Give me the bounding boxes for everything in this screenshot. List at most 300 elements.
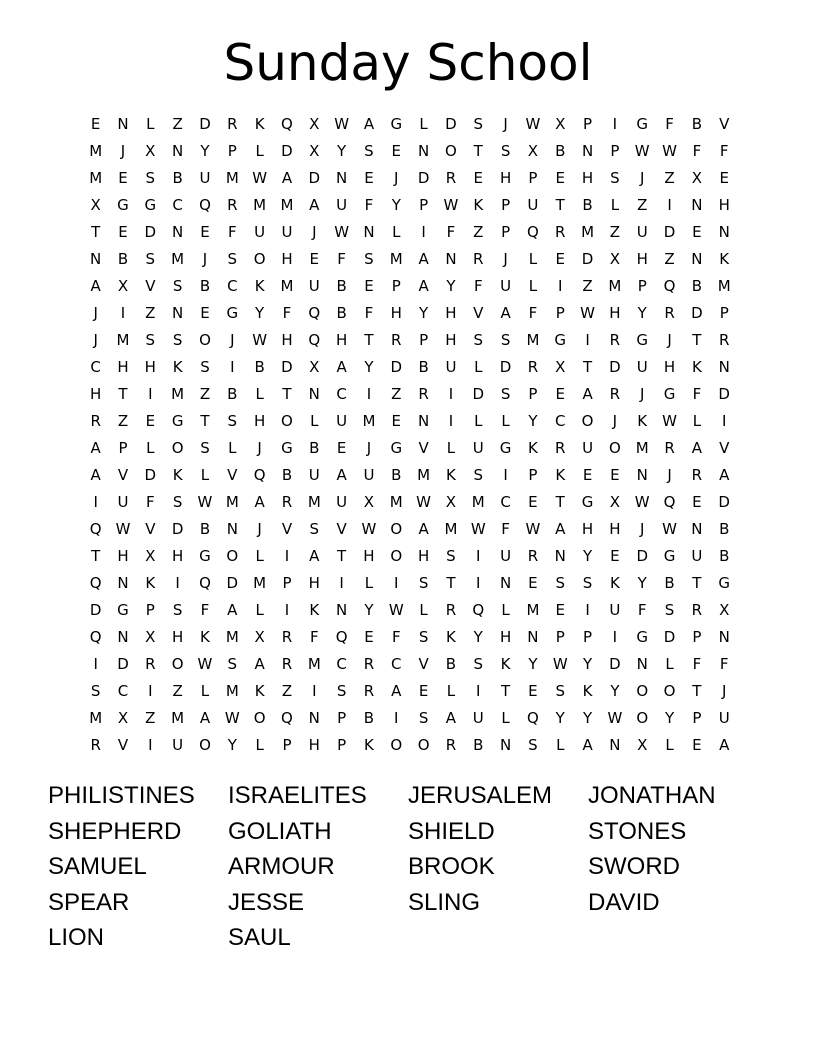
grid-letter[interactable]: G: [199, 547, 211, 565]
grid-letter[interactable]: N: [172, 142, 184, 160]
grid-letter[interactable]: V: [719, 115, 730, 133]
grid-letter[interactable]: H: [281, 250, 293, 268]
grid-letter[interactable]: Q: [308, 331, 321, 349]
grid-letter[interactable]: S: [200, 439, 210, 457]
grid-letter[interactable]: L: [255, 736, 264, 754]
grid-letter[interactable]: T: [118, 385, 128, 403]
grid-letter[interactable]: P: [692, 628, 702, 646]
grid-letter[interactable]: I: [230, 358, 235, 376]
grid-letter[interactable]: P: [528, 466, 538, 484]
grid-letter[interactable]: H: [308, 736, 320, 754]
grid-letter[interactable]: N: [718, 358, 730, 376]
grid-letter[interactable]: U: [472, 709, 484, 727]
grid-letter[interactable]: R: [691, 466, 703, 484]
grid-letter[interactable]: L: [364, 574, 374, 592]
grid-letter[interactable]: F: [665, 115, 674, 133]
grid-letter[interactable]: A: [719, 466, 730, 484]
grid-letter[interactable]: R: [527, 358, 539, 376]
grid-letter[interactable]: T: [91, 223, 101, 241]
grid-letter[interactable]: T: [91, 547, 101, 565]
grid-letter[interactable]: N: [718, 628, 730, 646]
grid-letter[interactable]: L: [146, 115, 155, 133]
grid-letter[interactable]: P: [501, 196, 511, 214]
grid-letter[interactable]: M: [253, 574, 267, 592]
grid-letter[interactable]: N: [691, 520, 703, 538]
grid-letter[interactable]: J: [230, 331, 235, 349]
grid-letter[interactable]: A: [363, 115, 375, 133]
grid-letter[interactable]: S: [500, 142, 511, 160]
grid-letter[interactable]: D: [691, 304, 703, 322]
grid-letter[interactable]: S: [172, 493, 183, 511]
grid-letter[interactable]: K: [500, 655, 511, 673]
grid-letter[interactable]: Q: [281, 709, 293, 727]
grid-letter[interactable]: T: [555, 196, 565, 214]
grid-letter[interactable]: G: [117, 196, 129, 214]
grid-letter[interactable]: K: [446, 628, 456, 646]
grid-letter[interactable]: L: [528, 277, 538, 295]
grid-letter[interactable]: D: [144, 466, 157, 484]
grid-letter[interactable]: M: [389, 250, 403, 268]
grid-letter[interactable]: Y: [255, 304, 265, 322]
grid-letter[interactable]: C: [227, 277, 238, 295]
grid-letter[interactable]: I: [612, 115, 618, 133]
grid-letter[interactable]: Q: [308, 304, 321, 322]
grid-letter[interactable]: S: [227, 250, 238, 268]
grid-letter[interactable]: M: [116, 331, 130, 349]
grid-letter[interactable]: S: [336, 682, 347, 700]
grid-letter[interactable]: S: [172, 601, 183, 619]
grid-letter[interactable]: O: [636, 709, 649, 727]
grid-letter[interactable]: V: [418, 655, 429, 673]
grid-letter[interactable]: M: [471, 493, 485, 511]
grid-letter[interactable]: H: [117, 547, 129, 565]
grid-letter[interactable]: Q: [199, 196, 211, 214]
grid-letter[interactable]: R: [281, 655, 293, 673]
grid-letter[interactable]: J: [640, 520, 645, 538]
grid-letter[interactable]: M: [608, 277, 622, 295]
grid-letter[interactable]: D: [226, 574, 239, 592]
grid-letter[interactable]: Q: [472, 601, 485, 619]
grid-letter[interactable]: T: [282, 385, 292, 403]
grid-letter[interactable]: M: [581, 223, 595, 241]
grid-letter[interactable]: Y: [637, 304, 647, 322]
grid-letter[interactable]: P: [692, 709, 702, 727]
grid-letter[interactable]: M: [89, 142, 103, 160]
grid-letter[interactable]: N: [172, 304, 184, 322]
grid-letter[interactable]: H: [499, 169, 512, 187]
grid-letter[interactable]: Y: [582, 547, 593, 565]
grid-letter[interactable]: N: [499, 574, 512, 592]
grid-letter[interactable]: D: [581, 250, 594, 268]
grid-letter[interactable]: D: [281, 142, 293, 160]
grid-letter[interactable]: I: [476, 574, 481, 592]
grid-letter[interactable]: R: [555, 223, 566, 241]
grid-letter[interactable]: T: [692, 682, 702, 700]
grid-letter[interactable]: E: [418, 682, 429, 700]
grid-letter[interactable]: L: [255, 547, 264, 565]
grid-letter[interactable]: T: [364, 331, 374, 349]
grid-letter[interactable]: X: [145, 142, 156, 160]
grid-letter[interactable]: K: [527, 439, 538, 457]
grid-letter[interactable]: W: [334, 115, 350, 133]
grid-letter[interactable]: Z: [664, 169, 675, 187]
grid-letter[interactable]: R: [281, 628, 293, 646]
grid-letter[interactable]: O: [663, 682, 676, 700]
grid-letter[interactable]: D: [417, 169, 430, 187]
grid-letter[interactable]: J: [612, 412, 618, 430]
grid-letter[interactable]: W: [197, 493, 213, 511]
grid-letter[interactable]: U: [308, 277, 320, 295]
grid-letter[interactable]: K: [637, 412, 648, 430]
grid-letter[interactable]: G: [718, 574, 731, 592]
grid-letter[interactable]: W: [197, 655, 213, 673]
grid-letter[interactable]: Q: [663, 277, 676, 295]
grid-letter[interactable]: N: [609, 736, 621, 754]
grid-letter[interactable]: X: [445, 493, 457, 511]
grid-letter[interactable]: E: [473, 169, 483, 187]
grid-letter[interactable]: E: [528, 574, 538, 592]
grid-letter[interactable]: M: [389, 493, 403, 511]
grid-letter[interactable]: K: [364, 736, 374, 754]
grid-letter[interactable]: C: [90, 358, 101, 376]
grid-letter[interactable]: L: [556, 736, 565, 754]
grid-letter[interactable]: T: [555, 493, 565, 511]
grid-letter[interactable]: U: [472, 439, 484, 457]
grid-letter[interactable]: Y: [200, 142, 210, 160]
grid-letter[interactable]: J: [312, 223, 317, 241]
grid-letter[interactable]: I: [476, 682, 481, 700]
grid-letter[interactable]: U: [308, 466, 320, 484]
grid-letter[interactable]: D: [117, 655, 129, 673]
grid-letter[interactable]: K: [254, 115, 265, 133]
grid-letter[interactable]: X: [363, 493, 375, 511]
grid-letter[interactable]: Q: [663, 493, 676, 511]
grid-letter[interactable]: O: [171, 439, 184, 457]
grid-letter[interactable]: T: [200, 412, 210, 430]
grid-letter[interactable]: J: [202, 250, 208, 268]
grid-letter[interactable]: U: [172, 736, 184, 754]
grid-letter[interactable]: L: [255, 385, 264, 403]
grid-letter[interactable]: H: [172, 628, 184, 646]
grid-letter[interactable]: N: [691, 196, 703, 214]
grid-letter[interactable]: X: [309, 142, 320, 160]
grid-letter[interactable]: X: [637, 736, 648, 754]
grid-letter[interactable]: U: [445, 358, 457, 376]
grid-letter[interactable]: Y: [582, 709, 593, 727]
grid-letter[interactable]: L: [228, 439, 237, 457]
grid-letter[interactable]: W: [662, 520, 677, 538]
grid-letter[interactable]: B: [391, 466, 402, 484]
grid-letter[interactable]: R: [281, 493, 293, 511]
grid-letter[interactable]: Y: [364, 601, 374, 619]
grid-letter[interactable]: W: [361, 520, 377, 538]
grid-letter[interactable]: M: [89, 709, 103, 727]
grid-letter[interactable]: A: [418, 250, 429, 268]
grid-letter[interactable]: V: [473, 304, 484, 322]
grid-letter[interactable]: P: [528, 169, 538, 187]
grid-letter[interactable]: J: [257, 520, 262, 538]
grid-letter[interactable]: O: [636, 682, 649, 700]
grid-letter[interactable]: L: [474, 358, 483, 376]
grid-letter[interactable]: L: [419, 601, 428, 619]
grid-letter[interactable]: Z: [391, 385, 402, 403]
grid-letter[interactable]: I: [148, 385, 153, 403]
grid-letter[interactable]: X: [555, 358, 566, 376]
grid-letter[interactable]: L: [474, 412, 483, 430]
grid-letter[interactable]: V: [418, 439, 429, 457]
grid-letter[interactable]: I: [448, 385, 454, 403]
grid-letter[interactable]: R: [473, 250, 484, 268]
grid-letter[interactable]: Y: [528, 655, 538, 673]
grid-letter[interactable]: B: [691, 115, 703, 133]
grid-letter[interactable]: T: [473, 142, 483, 160]
grid-letter[interactable]: U: [636, 358, 648, 376]
grid-letter[interactable]: A: [500, 304, 511, 322]
grid-letter[interactable]: W: [470, 520, 486, 538]
grid-letter[interactable]: F: [692, 142, 702, 160]
grid-letter[interactable]: D: [718, 493, 730, 511]
grid-letter[interactable]: I: [284, 601, 290, 619]
grid-letter[interactable]: A: [391, 682, 402, 700]
grid-letter[interactable]: V: [281, 520, 293, 538]
grid-letter[interactable]: B: [719, 520, 730, 538]
grid-letter[interactable]: L: [501, 412, 510, 430]
grid-letter[interactable]: S: [446, 547, 456, 565]
grid-letter[interactable]: B: [172, 169, 183, 187]
grid-letter[interactable]: H: [172, 547, 184, 565]
grid-letter[interactable]: N: [308, 709, 320, 727]
grid-letter[interactable]: B: [445, 655, 457, 673]
grid-letter[interactable]: K: [719, 250, 730, 268]
grid-letter[interactable]: I: [312, 682, 317, 700]
grid-letter[interactable]: O: [253, 250, 266, 268]
grid-letter[interactable]: O: [390, 736, 403, 754]
grid-letter[interactable]: S: [418, 709, 429, 727]
grid-letter[interactable]: H: [445, 304, 457, 322]
grid-letter[interactable]: Y: [582, 655, 593, 673]
grid-letter[interactable]: N: [581, 142, 594, 160]
grid-letter[interactable]: A: [254, 655, 265, 673]
grid-letter[interactable]: X: [254, 628, 265, 646]
grid-letter[interactable]: D: [171, 520, 184, 538]
grid-letter[interactable]: W: [662, 412, 677, 430]
grid-letter[interactable]: Z: [172, 682, 183, 700]
grid-letter[interactable]: U: [254, 223, 266, 241]
grid-letter[interactable]: F: [227, 223, 237, 241]
grid-letter[interactable]: Y: [473, 628, 483, 646]
grid-letter[interactable]: W: [334, 223, 350, 241]
grid-letter[interactable]: R: [363, 655, 375, 673]
grid-letter[interactable]: H: [663, 358, 676, 376]
grid-letter[interactable]: N: [117, 115, 129, 133]
grid-letter[interactable]: S: [364, 142, 374, 160]
grid-letter[interactable]: H: [636, 250, 648, 268]
grid-letter[interactable]: K: [309, 601, 320, 619]
grid-letter[interactable]: I: [612, 628, 618, 646]
grid-letter[interactable]: R: [664, 439, 675, 457]
grid-letter[interactable]: U: [500, 547, 512, 565]
grid-letter[interactable]: N: [417, 142, 430, 160]
grid-letter[interactable]: V: [145, 277, 156, 295]
grid-letter[interactable]: L: [419, 115, 428, 133]
grid-letter[interactable]: R: [555, 439, 566, 457]
grid-letter[interactable]: E: [145, 412, 156, 430]
grid-letter[interactable]: M: [225, 682, 239, 700]
grid-letter[interactable]: F: [719, 142, 729, 160]
grid-letter[interactable]: D: [663, 628, 676, 646]
grid-letter[interactable]: A: [227, 601, 238, 619]
grid-letter[interactable]: J: [503, 115, 508, 133]
grid-letter[interactable]: I: [366, 385, 372, 403]
grid-letter[interactable]: F: [637, 601, 647, 619]
grid-letter[interactable]: I: [721, 412, 727, 430]
grid-letter[interactable]: S: [200, 358, 210, 376]
grid-letter[interactable]: M: [417, 466, 431, 484]
grid-letter[interactable]: X: [609, 493, 621, 511]
grid-letter[interactable]: R: [445, 169, 457, 187]
grid-letter[interactable]: Z: [199, 385, 211, 403]
grid-letter[interactable]: X: [117, 277, 129, 295]
grid-letter[interactable]: S: [473, 115, 484, 133]
grid-letter[interactable]: A: [719, 736, 730, 754]
grid-letter[interactable]: B: [418, 358, 429, 376]
grid-letter[interactable]: B: [582, 196, 593, 214]
grid-letter[interactable]: N: [417, 412, 430, 430]
grid-letter[interactable]: L: [446, 439, 456, 457]
grid-letter[interactable]: U: [336, 196, 348, 214]
grid-letter[interactable]: A: [445, 709, 457, 727]
grid-letter[interactable]: A: [582, 736, 593, 754]
grid-letter[interactable]: V: [117, 736, 129, 754]
grid-letter[interactable]: P: [637, 277, 647, 295]
grid-letter[interactable]: T: [692, 574, 702, 592]
grid-letter[interactable]: G: [390, 439, 403, 457]
grid-letter[interactable]: E: [528, 493, 538, 511]
grid-letter[interactable]: Y: [364, 358, 374, 376]
grid-letter[interactable]: P: [145, 601, 155, 619]
grid-letter[interactable]: P: [555, 304, 565, 322]
grid-letter[interactable]: G: [499, 439, 512, 457]
grid-letter[interactable]: F: [692, 655, 702, 673]
grid-letter[interactable]: D: [609, 358, 621, 376]
grid-letter[interactable]: K: [145, 574, 156, 592]
grid-letter[interactable]: W: [115, 520, 131, 538]
grid-letter[interactable]: K: [254, 682, 265, 700]
grid-letter[interactable]: Y: [446, 277, 456, 295]
grid-letter[interactable]: M: [89, 169, 103, 187]
grid-letter[interactable]: S: [227, 655, 238, 673]
grid-letter[interactable]: E: [391, 412, 402, 430]
grid-letter[interactable]: E: [692, 736, 702, 754]
grid-letter[interactable]: T: [446, 574, 456, 592]
grid-letter[interactable]: S: [172, 277, 183, 295]
grid-letter[interactable]: I: [93, 655, 98, 673]
grid-letter[interactable]: K: [609, 574, 620, 592]
grid-letter[interactable]: Z: [609, 223, 621, 241]
grid-letter[interactable]: M: [635, 439, 649, 457]
grid-letter[interactable]: X: [719, 601, 730, 619]
grid-letter[interactable]: Q: [527, 223, 539, 241]
grid-letter[interactable]: G: [636, 628, 649, 646]
grid-letter[interactable]: M: [171, 250, 185, 268]
grid-letter[interactable]: N: [363, 223, 375, 241]
grid-letter[interactable]: G: [663, 385, 676, 403]
grid-letter[interactable]: S: [500, 385, 511, 403]
grid-letter[interactable]: J: [721, 682, 727, 700]
grid-letter[interactable]: U: [117, 493, 129, 511]
grid-letter[interactable]: S: [528, 736, 538, 754]
grid-letter[interactable]: B: [309, 439, 320, 457]
grid-letter[interactable]: C: [336, 655, 347, 673]
grid-letter[interactable]: O: [445, 142, 457, 160]
grid-letter[interactable]: G: [171, 412, 184, 430]
grid-letter[interactable]: H: [718, 196, 730, 214]
grid-letter[interactable]: H: [581, 520, 594, 538]
grid-letter[interactable]: D: [144, 223, 157, 241]
grid-letter[interactable]: D: [636, 547, 648, 565]
grid-letter[interactable]: A: [199, 709, 211, 727]
grid-letter[interactable]: N: [172, 223, 184, 241]
grid-letter[interactable]: M: [717, 277, 731, 295]
grid-letter[interactable]: N: [527, 628, 539, 646]
grid-letter[interactable]: X: [691, 169, 703, 187]
grid-letter[interactable]: R: [145, 655, 156, 673]
grid-letter[interactable]: K: [172, 466, 183, 484]
grid-letter[interactable]: A: [555, 520, 566, 538]
grid-letter[interactable]: X: [309, 358, 320, 376]
grid-letter[interactable]: M: [307, 655, 321, 673]
grid-letter[interactable]: S: [145, 250, 156, 268]
grid-letter[interactable]: N: [636, 655, 648, 673]
grid-letter[interactable]: N: [226, 520, 238, 538]
grid-letter[interactable]: D: [281, 358, 293, 376]
grid-letter[interactable]: I: [120, 304, 126, 322]
grid-letter[interactable]: P: [337, 709, 347, 727]
grid-letter[interactable]: M: [362, 412, 376, 430]
grid-letter[interactable]: D: [609, 655, 621, 673]
grid-letter[interactable]: H: [253, 412, 266, 430]
grid-letter[interactable]: B: [363, 709, 375, 727]
grid-letter[interactable]: M: [171, 385, 185, 403]
grid-letter[interactable]: F: [364, 304, 374, 322]
grid-letter[interactable]: E: [336, 439, 347, 457]
grid-letter[interactable]: Q: [253, 466, 266, 484]
grid-letter[interactable]: U: [691, 547, 703, 565]
grid-letter[interactable]: G: [226, 304, 239, 322]
grid-letter[interactable]: W: [416, 493, 432, 511]
grid-letter[interactable]: C: [336, 385, 347, 403]
grid-letter[interactable]: M: [225, 493, 239, 511]
grid-letter[interactable]: H: [581, 169, 594, 187]
grid-letter[interactable]: A: [90, 466, 101, 484]
grid-letter[interactable]: K: [473, 196, 484, 214]
grid-letter[interactable]: C: [172, 196, 183, 214]
grid-letter[interactable]: L: [665, 736, 674, 754]
grid-letter[interactable]: Z: [281, 682, 293, 700]
grid-letter[interactable]: I: [448, 412, 454, 430]
grid-letter[interactable]: F: [446, 223, 456, 241]
grid-letter[interactable]: W: [525, 520, 541, 538]
grid-letter[interactable]: J: [93, 304, 98, 322]
grid-letter[interactable]: U: [199, 169, 211, 187]
grid-letter[interactable]: S: [172, 331, 183, 349]
grid-letter[interactable]: G: [554, 331, 567, 349]
grid-letter[interactable]: S: [90, 682, 101, 700]
grid-letter[interactable]: T: [692, 331, 702, 349]
grid-letter[interactable]: D: [199, 115, 211, 133]
grid-letter[interactable]: Z: [145, 304, 156, 322]
grid-letter[interactable]: L: [528, 250, 538, 268]
